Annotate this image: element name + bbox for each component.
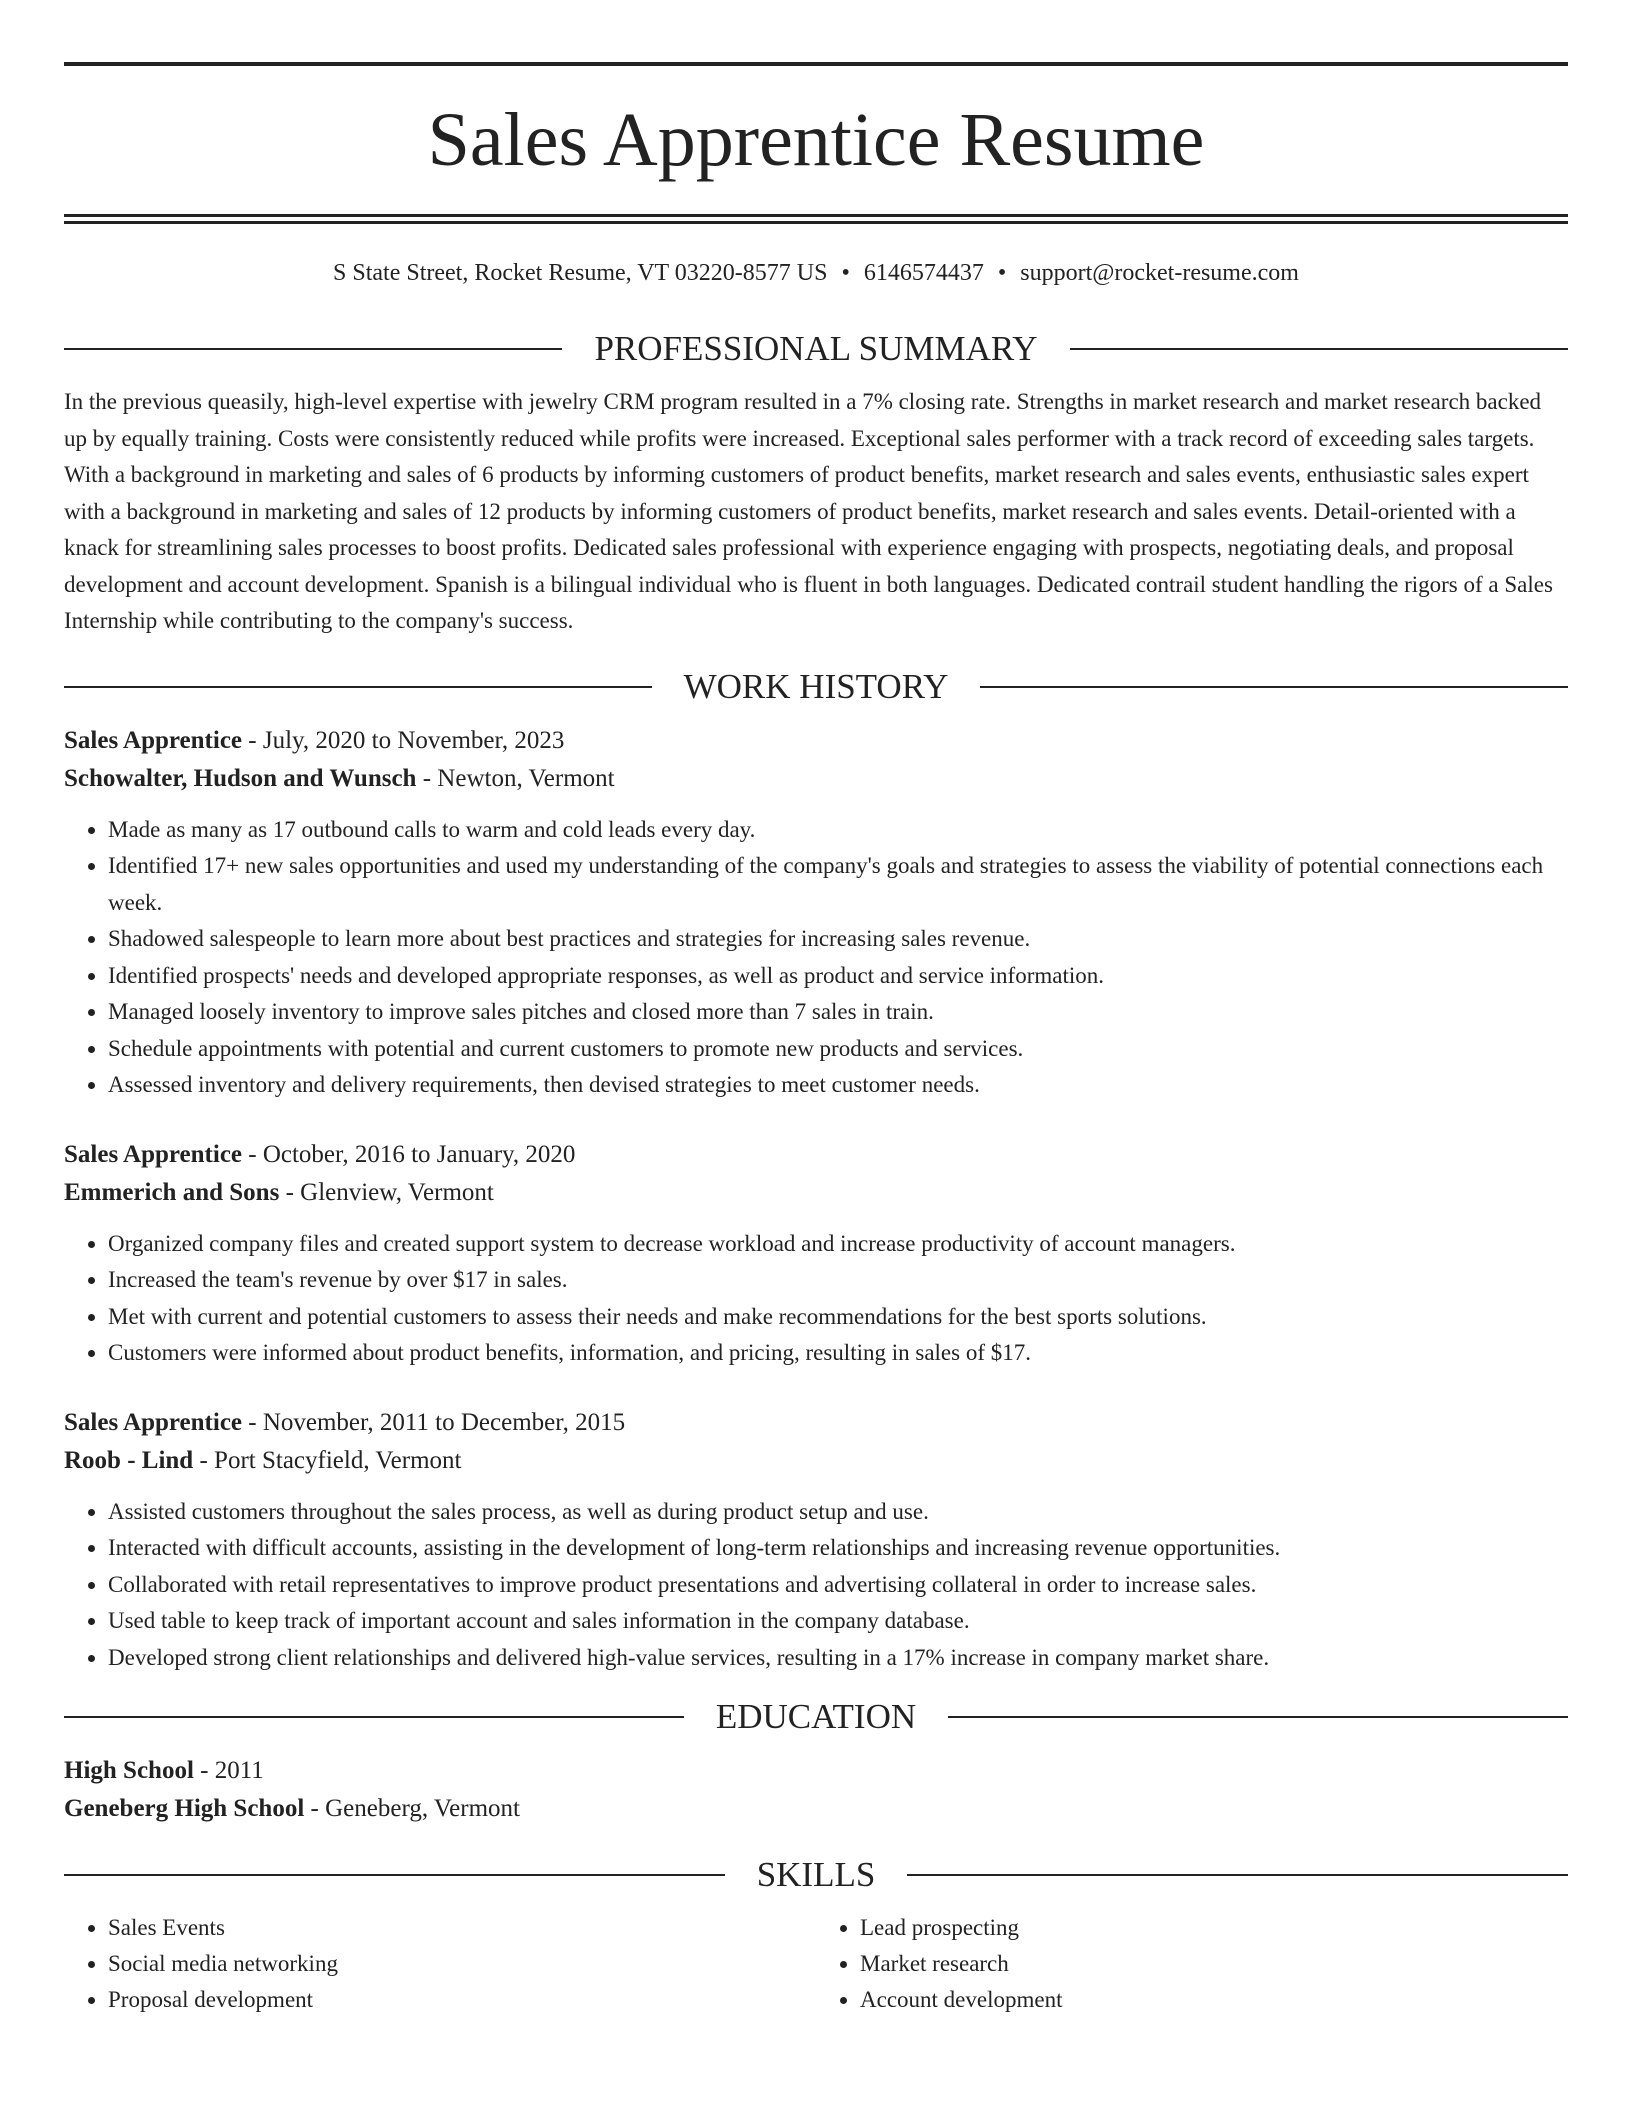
summary-text: In the previous queasily, high-level expertise with jewelry CRM program resulted in a 7% closing rate. Strengths in market research and market research backed up by equally training. Costs were consistently reduced while profits were increased. Exceptional sales performer with a track record of exceeding sales targets. With a background in marketing and sales of 6 products by informing customers of product benefits, market research and sales events, enthusiastic sales expert with a background in marketing and sales of 12 products by informing customers of product benefits, market research and sales events. Detail-oriented with a knack for streamlining sales processes to boost profits. Dedicated sales professional with experience engaging with prospects, negotiating deals, and proposal development and account development. Spanish is a bilingual individual who is fluent in both languages. Dedicated contrail student handling the rigors of a Sales Internship while contributing to the company's success. <box>64 389 1553 633</box>
job-company-line <box>64 1174 1568 1212</box>
duty-item: • Managed loosely inventory to improve sales pitches and closed more than 7 sales in train. <box>108 994 1568 1031</box>
duty-item: • Developed strong client relationships and delivered high-value services, resulting in a 17% increase in company market share. <box>108 1640 1568 1677</box>
section-rule-left <box>64 686 652 688</box>
section-rule-left <box>64 348 562 350</box>
skills-column-right <box>816 1910 1568 2018</box>
duty-item: • Made as many as 17 outbound calls to warm and cold leads every day. <box>108 812 1568 849</box>
skill-item: • Sales Events <box>108 1910 816 1946</box>
job-dates: - July, 2020 to November, 2023 <box>242 726 565 754</box>
duty-item: • Met with current and potential customers to assess their needs and make recommendations for the best sports solutions. <box>108 1299 1568 1336</box>
contact-email: support@rocket-resume.com <box>1020 260 1299 286</box>
section-title-skills: SKILLS <box>756 1855 876 1894</box>
contact-phone: 6146574437 <box>863 260 984 286</box>
education-degree-line <box>64 1752 1568 1790</box>
section-header-education <box>64 1696 1568 1738</box>
job-title-line <box>64 1136 1568 1174</box>
job-title-line <box>64 1404 1568 1442</box>
job-entry <box>64 1404 1568 1677</box>
job-entry <box>64 722 1568 1104</box>
contact-separator: • <box>841 260 850 286</box>
contact-line <box>64 258 1568 288</box>
job-company: Schowalter, Hudson and Wunsch <box>64 764 417 792</box>
contact-address: S State Street, Rocket Resume, VT 03220-8577 US <box>333 260 828 286</box>
section-rule-left <box>64 1716 684 1718</box>
skill-item: • Market research <box>860 1946 1568 1982</box>
job-title-line <box>64 722 1568 760</box>
section-header-skills <box>64 1854 1568 1896</box>
skill-item: • Social media networking <box>108 1946 816 1982</box>
job-dates: - October, 2016 to January, 2020 <box>242 1140 576 1168</box>
section-header-summary <box>64 328 1568 370</box>
duty-item: • Collaborated with retail representatives to improve product presentations and advertising collateral in order to increase sales. <box>108 1567 1568 1604</box>
job-duties <box>64 1226 1568 1372</box>
section-title-summary: PROFESSIONAL SUMMARY <box>594 329 1038 368</box>
education-degree: High School <box>64 1757 194 1784</box>
duty-item: • Assisted customers throughout the sales process, as well as during product setup and use. <box>108 1494 1568 1531</box>
contact-separator: • <box>997 260 1007 286</box>
section-rule-right <box>980 686 1568 688</box>
duty-item: • Customers were informed about product benefits, information, and pricing, resulting in sales of $17. <box>108 1335 1568 1372</box>
education-year: - 2011 <box>193 1757 264 1784</box>
job-title: Sales Apprentice <box>64 726 243 754</box>
section-title-education: EDUCATION <box>715 1697 917 1736</box>
job-company-line <box>64 1442 1568 1480</box>
job-entry <box>64 1136 1568 1372</box>
education-location: - Geneberg, Vermont <box>304 1795 520 1822</box>
skill-item: • Account development <box>860 1982 1568 2018</box>
job-duties <box>64 1494 1568 1677</box>
work-history-list <box>64 722 1568 1677</box>
skill-item: • Proposal development <box>108 1982 816 2018</box>
section-title-work: WORK HISTORY <box>683 666 949 706</box>
section-rule-right <box>907 1874 1568 1876</box>
job-location: - Glenview, Vermont <box>279 1178 494 1206</box>
skills-column-left <box>64 1910 816 2018</box>
top-rule <box>64 62 1568 66</box>
section-rule-left <box>64 1874 725 1876</box>
duty-item: • Increased the team's revenue by over $17 in sales. <box>108 1262 1568 1299</box>
job-title: Sales Apprentice <box>64 1408 243 1436</box>
duty-item: • Used table to keep track of important account and sales information in the company database. <box>108 1603 1568 1640</box>
job-company-line <box>64 760 1568 798</box>
duty-item: • Organized company files and created support system to decrease workload and increase productivity of account managers. <box>108 1226 1568 1263</box>
duty-item: • Assessed inventory and delivery requirements, then devised strategies to meet customer needs. <box>108 1067 1568 1104</box>
job-location: - Newton, Vermont <box>416 764 615 792</box>
resume-page <box>64 0 1568 2018</box>
section-header-work <box>64 666 1568 708</box>
duty-item: • Identified 17+ new sales opportunities and used my understanding of the company's goals and strategies to assess the viability of potential connections each week. <box>108 848 1568 921</box>
skills-list <box>64 1910 1568 2018</box>
job-duties <box>64 812 1568 1104</box>
education-entry <box>64 1752 1568 1828</box>
section-rule-right <box>1070 348 1568 350</box>
job-location: - Port Stacyfield, Vermont <box>193 1446 462 1474</box>
job-title: Sales Apprentice <box>64 1140 243 1168</box>
title-double-rule <box>64 214 1568 224</box>
job-company: Roob - Lind <box>64 1446 194 1474</box>
job-dates: - November, 2011 to December, 2015 <box>242 1408 626 1436</box>
job-company: Emmerich and Sons <box>64 1178 280 1206</box>
duty-item: • Schedule appointments with potential and current customers to promote new products and services. <box>108 1031 1568 1068</box>
education-school: Geneberg High School <box>64 1795 305 1822</box>
duty-item: • Interacted with difficult accounts, assisting in the development of long-term relationships and increasing revenue opportunities. <box>108 1530 1568 1567</box>
duty-item: • Identified prospects' needs and developed appropriate responses, as well as product and service information. <box>108 958 1568 995</box>
section-rule-right <box>948 1716 1568 1718</box>
education-school-line <box>64 1790 1568 1828</box>
skill-item: • Lead prospecting <box>860 1910 1568 1946</box>
duty-item: • Shadowed salespeople to learn more about best practices and strategies for increasing sales revenue. <box>108 921 1568 958</box>
page-title: Sales Apprentice Resume <box>427 98 1205 182</box>
